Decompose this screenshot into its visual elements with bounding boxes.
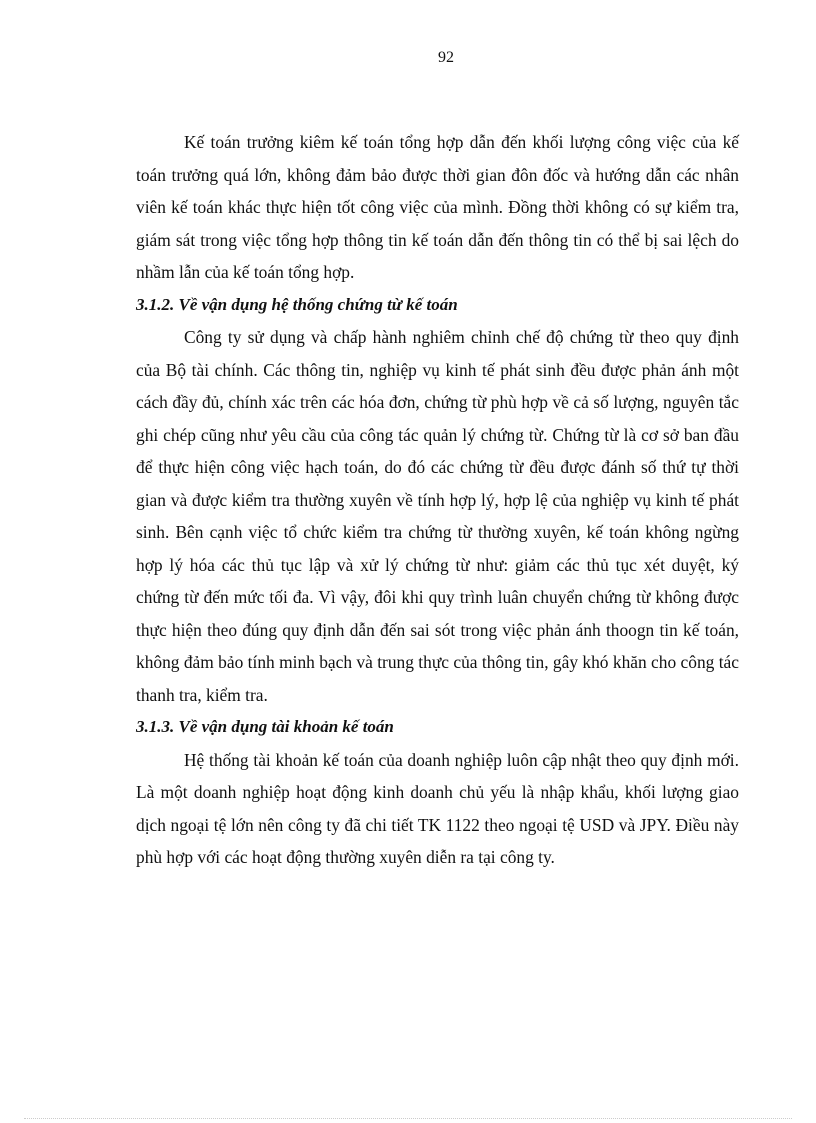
- paragraph-vouchers: Công ty sử dụng và chấp hành nghiêm chỉnh chế độ chứng từ theo quy định của Bộ tài chính. Các thông tin, nghiệp vụ kinh tế phát sinh đều được phản ánh một cách đầy đủ, chính xác trên các hóa đơn, chứng từ phù hợp về cả số lượng, nguyên tắc ghi chép cũng như yêu cầu của công tác quản lý chứng từ. Chứng từ là cơ sở ban đầu để thực hiện công việc hạch toán, do đó các chứng từ đều được đánh số thứ tự thời gian và được kiểm tra thường xuyên về tính hợp lý, hợp lệ của nghiệp vụ kinh tế phát sinh. Bên cạnh việc tổ chức kiểm tra chứng từ thường xuyên, kế toán không ngừng hợp lý hóa các thủ tục lập và xử lý chứng từ như: giảm các thủ tục xét duyệt, ký chứng từ đến mức tối đa. Vì vậy, đôi khi quy trình luân chuyển chứng từ không được thực hiện theo đúng quy định dẫn đến sai sót trong việc phản ánh thoogn tin kế toán, không đảm bảo tính minh bạch và trung thực của thông tin, gây khó khăn cho công tác thanh tra, kiểm tra.: [136, 327, 739, 705]
- page-bottom-divider: [24, 1118, 792, 1119]
- paragraph-accounts: Hệ thống tài khoản kế toán của doanh nghiệp luôn cập nhật theo quy định mới. Là một doanh nghiệp hoạt động kinh doanh chủ yếu là nhập khẩu, khối lượng giao dịch ngoại tệ lớn nên công ty đã chi tiết TK 1122 theo ngoại tệ USD và JPY. Điều này phù hợp với các hoạt động thường xuyên diễn ra tại công ty.: [136, 749, 739, 867]
- paragraph-chief-accountant: Kế toán trưởng kiêm kế toán tổng hợp dẫn đến khối lượng công việc của kế toán trưởng quá lớn, không đảm bảo được thời gian đôn đốc và hướng dẫn các nhân viên kế toán khác thực hiện tốt công việc của mình. Đồng thời không có sự kiểm tra, giám sát trong việc tổng hợp thông tin kế toán dẫn đến thông tin có thể bị sai lệch do nhầm lẫn của kế toán tổng hợp.: [136, 132, 739, 282]
- page-number: 92: [438, 49, 454, 66]
- section-heading-3-1-3: 3.1.3. Về vận dụng tài khoản kế toán: [136, 717, 394, 736]
- document-body: [136, 126, 739, 874]
- section-heading-3-1-2: 3.1.2. Về vận dụng hệ thống chứng từ kế toán: [136, 294, 458, 314]
